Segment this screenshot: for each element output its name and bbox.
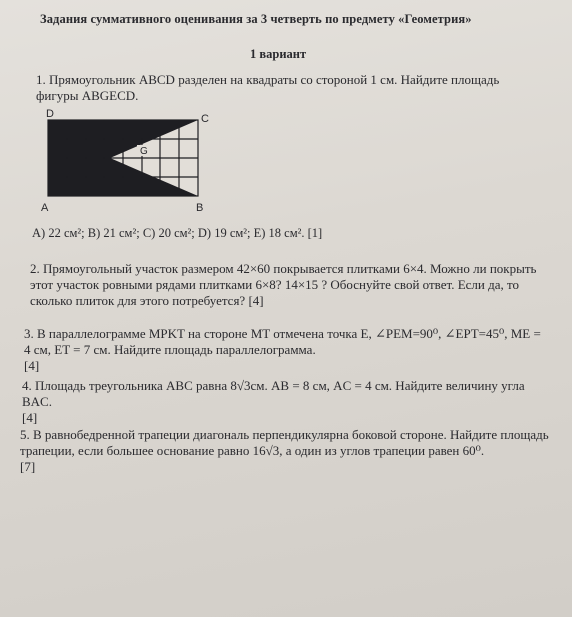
rectangle-grid-figure [38,106,228,216]
variant-label: 1 вариант [250,47,307,61]
task-3-block [24,326,544,374]
answer-d: D) 19 см²; [197,226,251,240]
label-D: D [46,108,54,120]
task-2-text: 2. Прямоугольный участок размером 42×60 покрывается плитками 6×4. Можно ли покрыть этот участок ровными рядами плитками 6×8? 14×15 ? Обоснуйте свой ответ. Если да, то сколько плиток для этого потребуется? [4] [30,261,537,308]
answer-b: B) 21 см²; [87,226,140,240]
task-5-score: [7] [20,459,36,474]
label-G: G [140,146,148,157]
task-1-answers [32,226,322,241]
label-C: C [201,113,209,125]
label-B: B [196,202,204,214]
task-5-text: 5. В равнобедренной трапеции диагональ перпендикулярна боковой стороне. Найдите площадь трапеции, если большее основание равно 16√3, а один из углов трапеции равен 60⁰. [20,427,549,458]
task-5-block [20,427,550,475]
label-A: A [41,202,49,214]
page-title: Задания суммативного оценивания за 3 четверть по предмету «Геометрия» [40,12,472,26]
answer-e: E) 18 см². [253,226,305,240]
task-1-text: 1. Прямоугольник ABCD разделен на квадраты со стороной 1 см. Найдите площадь фигуры ABGECD. [36,72,500,103]
answer-a: A) 22 см²; [32,226,85,240]
task-4-score: [4] [22,410,38,425]
answer-score: [1] [307,226,323,240]
task-3-text: 3. В параллелограмме MPKT на стороне MT отмечена точка E, ∠PEM=90⁰, ∠EPT=45⁰, ME = 4 см, ET = 7 см. Найдите площадь параллелограмма. [24,326,541,357]
answer-c: C) 20 см²; [142,226,195,240]
task-4-block [22,378,542,426]
task-4-text: 4. Площадь треугольника ABC равна 8√3см. AB = 8 см, AC = 4 см. Найдите величину угла BAC. [22,378,525,409]
task-3-score: [4] [24,358,40,373]
